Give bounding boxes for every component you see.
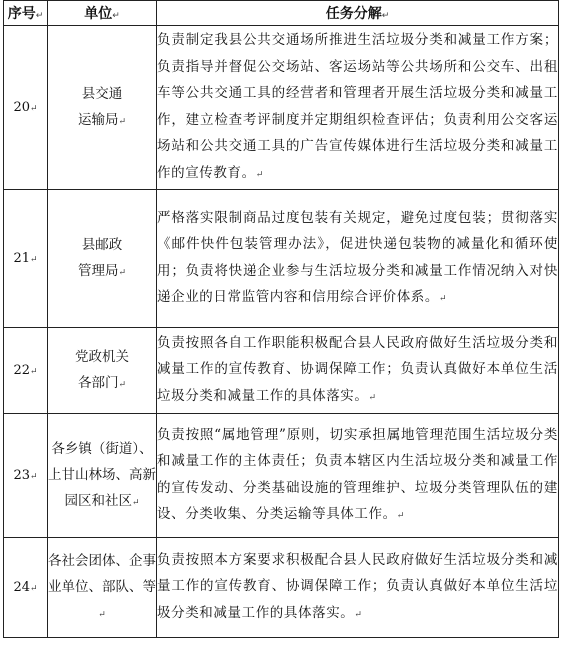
row-task <box>157 414 559 538</box>
paragraph-mark-icon: ↵ <box>354 609 363 620</box>
row-task <box>157 26 559 190</box>
paragraph-mark-icon: ↵ <box>439 294 448 304</box>
header-row <box>4 1 559 26</box>
table-row <box>4 538 559 638</box>
paragraph-mark-icon: ↵ <box>118 267 127 278</box>
paragraph-mark-icon: ↵ <box>131 497 140 508</box>
header-task <box>157 1 559 26</box>
row-number <box>4 26 48 190</box>
row-task <box>157 190 559 328</box>
paragraph-mark-icon: ↵ <box>396 511 405 521</box>
row-task <box>157 538 559 638</box>
row-number-text: 21 <box>13 251 30 266</box>
table-body <box>4 26 559 638</box>
header-no-label: 序号 <box>7 6 36 22</box>
row-task-text: 负责按照各自工作职能积极配合县人民政府做好生活垃圾分类和减量工作的宣传教育、协调保障工作；负责认真做好本单位生活垃圾分类和减量工作的具体落实。 <box>157 334 558 404</box>
paragraph-mark-icon: ↵ <box>30 104 38 114</box>
row-unit-text: 各社会团体、企事业单位、部队、等 <box>48 552 156 595</box>
table-row <box>4 414 559 538</box>
row-unit-text: 党政机关 各部门 <box>75 348 129 391</box>
paragraph-mark-icon: ↵ <box>98 609 106 620</box>
row-unit-text: 各乡镇（街道）、上甘山林场、高新园区和社区 <box>48 440 156 509</box>
header-task-label: 任务分解 <box>325 6 382 22</box>
row-number <box>4 190 48 328</box>
row-number-text: 20 <box>13 100 30 115</box>
row-number <box>4 328 48 414</box>
row-unit <box>48 26 157 190</box>
row-number-text: 22 <box>13 363 30 378</box>
paragraph-mark-icon: ↵ <box>30 367 38 377</box>
row-unit <box>48 190 157 328</box>
table-row <box>4 328 559 414</box>
paragraph-mark-icon: ↵ <box>118 379 127 390</box>
row-task-text: 负责制定我县公共交通场所推进生活垃圾分类和减量工作方案；负责指导并督促公交场站、客运场站等公共场所和公交车、出租车等公共交通工具的经营者和管理者开展生活垃圾分类和减量工作，建立检查考评制度并定期组织检查评估；负责利用公交客运场站和公共交通工具的广告宣传媒体进行生活垃圾分类和减量工作的宣传教育。 <box>157 32 558 181</box>
row-unit-text: 县交通 运输局 <box>77 85 123 128</box>
header-unit-label: 单位 <box>84 6 113 22</box>
paragraph-mark-icon: ↵ <box>368 392 377 403</box>
paragraph-mark-icon: ↵ <box>381 11 390 21</box>
paragraph-mark-icon: ↵ <box>30 584 38 594</box>
row-number-text: 24 <box>13 580 30 595</box>
paragraph-mark-icon: ↵ <box>35 11 44 21</box>
row-number <box>4 538 48 638</box>
table-header <box>4 1 559 26</box>
row-unit-text: 县邮政 管理局 <box>77 236 123 279</box>
row-unit <box>48 328 157 414</box>
paragraph-mark-icon: ↵ <box>255 169 264 180</box>
row-task-text: 负责按照“属地管理”原则，切实承担属地管理范围生活垃圾分类和减量工作的主体责任；负责本辖区内生活垃圾分类和减量工作的宣传发动、分类基础设施的管理维护、垃圾分类管理队伍的建设、分类收集、分类运输等具体工作。 <box>157 426 558 522</box>
paragraph-mark-icon: ↵ <box>30 472 38 482</box>
row-task-text: 负责按照本方案要求积极配合县人民政府做好生活垃圾分类和减量工作的宣传教育、协调保障工作；负责认真做好本单位生活垃圾分类和减量工作的具体落实。 <box>157 551 558 621</box>
paragraph-mark-icon: ↵ <box>30 255 38 265</box>
table-row <box>4 26 559 190</box>
table-row <box>4 190 559 328</box>
row-unit <box>48 538 157 638</box>
header-unit <box>48 1 157 26</box>
row-task <box>157 328 559 414</box>
row-task-text: 严格落实限制商品过度包装有关规定，避免过度包装；贯彻落实《邮件快件包装管理办法》，促进快递包装物的减量化和循环使用；负责将快递企业参与生活垃圾分类和减量工作情况纳入对快递企业的日常监管内容和信用综合评价体系。 <box>157 209 558 305</box>
row-unit <box>48 414 157 538</box>
row-number-text: 23 <box>13 468 30 483</box>
paragraph-mark-icon: ↵ <box>112 11 120 21</box>
paragraph-mark-icon: ↵ <box>118 116 127 127</box>
task-table <box>3 0 559 638</box>
header-no <box>4 1 48 26</box>
row-number <box>4 414 48 538</box>
